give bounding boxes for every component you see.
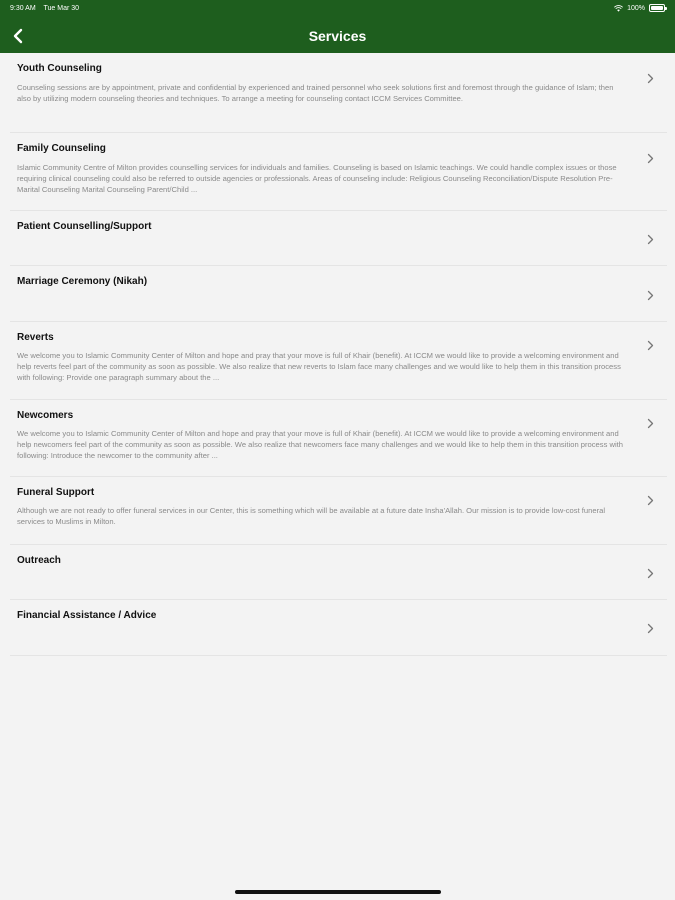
service-item[interactable] bbox=[10, 477, 667, 545]
service-title: Marriage Ceremony (Nikah) bbox=[17, 276, 148, 287]
battery-icon bbox=[649, 4, 665, 12]
navigation-bar bbox=[0, 20, 675, 53]
service-title: Financial Assistance / Advice bbox=[17, 610, 157, 621]
service-description: Counseling sessions are by appointment, private and confidential by experienced and trained personnel who seek solutions first and foremost through the guidance of Islam; then also by utilizing modern counseling theories and techniques. To arrange a meeting for counseling contact ICCM Services Committee. bbox=[17, 83, 614, 103]
service-item[interactable] bbox=[10, 211, 667, 266]
chevron-right-icon bbox=[645, 289, 655, 301]
service-item[interactable] bbox=[10, 133, 667, 211]
service-item[interactable] bbox=[10, 400, 667, 477]
chevron-right-icon bbox=[645, 567, 655, 579]
service-description: We welcome you to Islamic Community Center of Milton and hope and pray that your move is full of Khair (benefit). At ICCM we would like to provide a welcoming environment and help newcomers feel part of the community as soon as possible. We also realize that newcomers face many challenges and we would like to help them in this transition process with following: Introduce the newcomer to the community after ... bbox=[17, 429, 623, 460]
chevron-right-icon bbox=[645, 339, 655, 351]
page-title: Services bbox=[308, 28, 367, 44]
service-title: Patient Counselling/Support bbox=[17, 221, 152, 232]
chevron-right-icon bbox=[645, 152, 655, 164]
service-item[interactable] bbox=[10, 322, 667, 400]
service-item[interactable] bbox=[10, 545, 667, 600]
service-item[interactable] bbox=[10, 53, 667, 133]
chevron-right-icon bbox=[645, 72, 655, 84]
status-bar bbox=[0, 0, 675, 18]
status-time: 9:30 AM bbox=[10, 5, 36, 12]
service-title: Outreach bbox=[17, 555, 61, 566]
service-description: Although we are not ready to offer funeral services in our Center, this is something which will be available at a future date Insha'Allah. Our mission is to provide low-cost funeral services to Muslims in Milton. bbox=[17, 506, 606, 526]
service-item[interactable] bbox=[10, 266, 667, 322]
chevron-right-icon bbox=[645, 494, 655, 506]
service-description: We welcome you to Islamic Community Center of Milton and hope and pray that your move is full of Khair (benefit). At ICCM we would like to provide a welcoming environment and help reverts feel part of the community as soon as possible. We also realize that new reverts to Islam face many challenges and we would like to help them in this transition process with following: Provide one paragraph summary about the ... bbox=[17, 351, 621, 382]
chevron-right-icon bbox=[645, 417, 655, 429]
battery-percent: 100% bbox=[627, 4, 645, 12]
service-title: Reverts bbox=[17, 332, 54, 343]
app-header bbox=[0, 0, 675, 53]
service-item[interactable] bbox=[10, 600, 667, 656]
service-title: Youth Counseling bbox=[17, 63, 102, 74]
status-date: Tue Mar 30 bbox=[43, 5, 80, 12]
service-description: Islamic Community Centre of Milton provides counselling services for individuals and families. Counseling is based on Islamic teachings. We could handle complex issues or those requiring clinical counseling could also be referred to outside agencies or professionals. Areas of counseling include: Religious Counseling Reconciliation/Dispute Resolution Pre-Marital Counseling Marital Counseling Parent/Child ... bbox=[17, 163, 617, 194]
services-list bbox=[0, 53, 675, 656]
service-title: Newcomers bbox=[17, 410, 74, 421]
chevron-right-icon bbox=[645, 233, 655, 245]
service-title: Family Counseling bbox=[17, 143, 106, 154]
chevron-right-icon bbox=[645, 622, 655, 634]
wifi-icon bbox=[614, 5, 623, 12]
service-title: Funeral Support bbox=[17, 487, 95, 498]
home-indicator[interactable] bbox=[235, 890, 441, 894]
